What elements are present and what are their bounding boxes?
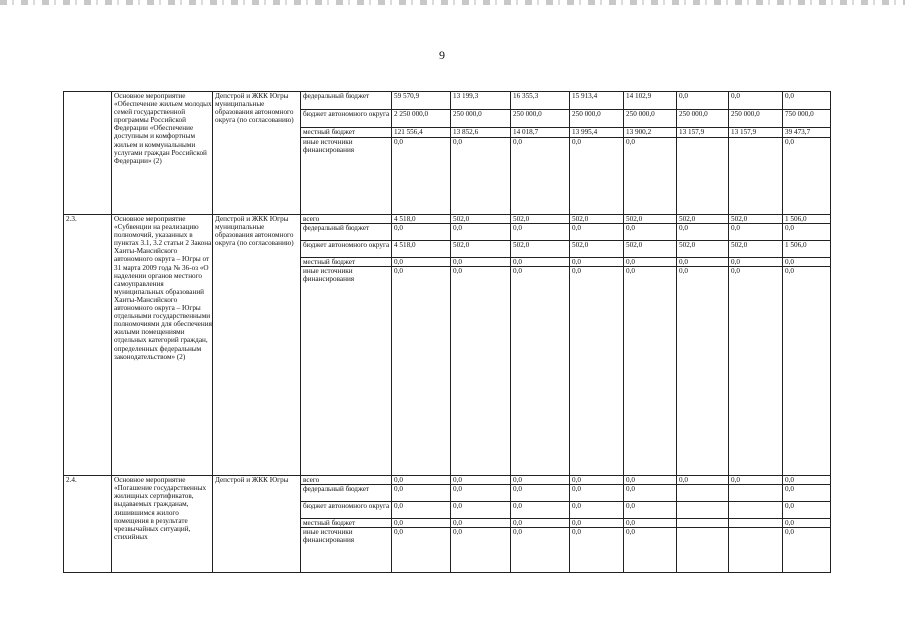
event-name: Основное мероприятие «Погашение государственных жилищных сертификатов, выдаваемых гражданам, лишившимся жилого помещения в результате чрезвычайных ситуаций, стихийных [112,476,213,573]
amount-cell: 1 506,0 [783,215,831,224]
table-row [64,476,831,485]
amount-cell: 0,0 [783,224,831,241]
event-name: Основное мероприятие «Субвенции на реализацию полномочий, указанных в пунктах 3.1, 3.2 статьи 2 Закона Ханты-Мансийского автономного округа – Югры от 31 марта 2009 года № 36-оз «О наделении органов местного самоуправления муниципальных образований Ханты-Мансийского автономного округа – Югры отдельными государственными полномочиями для обеспечения жилыми помещениями отдельных категорий граждан, определенных федеральным законодательством» (2) [112,215,213,476]
amount-cell: 0,0 [570,476,624,485]
amount-cell: 0,0 [570,258,624,267]
amount-cell: 0,0 [729,267,783,476]
amount-cell: 16 355,3 [511,92,570,110]
amount-cell [677,485,729,502]
table-body [64,92,831,573]
amount-cell: 0,0 [392,528,451,573]
amount-cell: 0,0 [511,258,570,267]
amount-cell: 4 518,0 [392,215,451,224]
amount-cell [677,138,729,215]
funding-source: федеральный бюджет [301,485,392,502]
amount-cell: 502,0 [677,215,729,224]
amount-cell: 0,0 [392,258,451,267]
amount-cell: 0,0 [570,502,624,519]
amount-cell: 0,0 [511,502,570,519]
amount-cell: 0,0 [624,528,677,573]
amount-cell: 0,0 [729,258,783,267]
event-name: Основное мероприятие «Обеспечение жильем молодых семей государственной программы Российской Федерации «Обеспечение доступным и комфортным жильем и коммунальными услугами граждан Российской Федерации» (2) [112,92,213,215]
amount-cell: 502,0 [624,241,677,258]
amount-cell: 0,0 [570,485,624,502]
amount-cell: 0,0 [451,485,511,502]
amount-cell: 0,0 [783,485,831,502]
amount-cell: 502,0 [677,241,729,258]
amount-cell: 0,0 [677,267,729,476]
amount-cell: 0,0 [511,528,570,573]
amount-cell: 502,0 [729,215,783,224]
amount-cell: 0,0 [677,92,729,110]
row-code [64,92,112,215]
amount-cell [729,502,783,519]
page-number: 9 [439,48,445,62]
amount-cell: 0,0 [729,224,783,241]
amount-cell: 0,0 [392,224,451,241]
funding-source: бюджет автономного округа [301,241,392,258]
amount-cell: 4 518,0 [392,241,451,258]
amount-cell: 0,0 [511,224,570,241]
amount-cell [677,502,729,519]
amount-cell: 121 556,4 [392,128,451,138]
amount-cell [729,528,783,573]
funding-source: всего [301,215,392,224]
amount-cell: 0,0 [677,224,729,241]
amount-cell: 0,0 [624,224,677,241]
amount-cell: 0,0 [783,92,831,110]
amount-cell [677,519,729,528]
amount-cell: 0,0 [392,519,451,528]
amount-cell: 2 250 000,0 [392,110,451,128]
amount-cell: 0,0 [511,267,570,476]
amount-cell: 0,0 [451,138,511,215]
amount-cell: 0,0 [729,476,783,485]
table-row [64,215,831,224]
amount-cell: 0,0 [677,476,729,485]
amount-cell: 14 018,7 [511,128,570,138]
amount-cell: 0,0 [570,138,624,215]
amount-cell: 0,0 [392,485,451,502]
funding-source: федеральный бюджет [301,92,392,110]
amount-cell: 502,0 [570,215,624,224]
amount-cell: 0,0 [392,502,451,519]
amount-cell: 14 102,9 [624,92,677,110]
funding-source: федеральный бюджет [301,224,392,241]
amount-cell: 13 995,4 [570,128,624,138]
amount-cell: 0,0 [624,502,677,519]
amount-cell: 0,0 [451,519,511,528]
amount-cell: 502,0 [511,241,570,258]
funding-source: бюджет автономного округа [301,502,392,519]
amount-cell: 13 199,3 [451,92,511,110]
amount-cell: 0,0 [783,267,831,476]
executor-name: Депстрой и ЖКК Югры муниципальные образования автономного округа (по согласованию) [213,215,301,476]
amount-cell: 0,0 [392,138,451,215]
amount-cell: 502,0 [624,215,677,224]
amount-cell: 15 913,4 [570,92,624,110]
amount-cell: 13 900,2 [624,128,677,138]
amount-cell: 250 000,0 [570,110,624,128]
amount-cell: 0,0 [451,267,511,476]
executor-name: Депстрой и ЖКК Югры [213,476,301,573]
amount-cell: 0,0 [451,528,511,573]
funding-source: местный бюджет [301,128,392,138]
scan-edge-artifact [0,0,905,5]
amount-cell: 0,0 [677,258,729,267]
amount-cell: 0,0 [783,258,831,267]
row-code: 2.4. [64,476,112,573]
amount-cell: 0,0 [570,267,624,476]
row-code: 2.3. [64,215,112,476]
amount-cell: 502,0 [451,241,511,258]
amount-cell: 0,0 [570,519,624,528]
amount-cell: 0,0 [624,267,677,476]
amount-cell: 502,0 [570,241,624,258]
amount-cell: 0,0 [729,92,783,110]
amount-cell: 250 000,0 [451,110,511,128]
amount-cell: 750 000,0 [783,110,831,128]
amount-cell: 502,0 [451,215,511,224]
amount-cell [729,519,783,528]
amount-cell: 13 157,9 [729,128,783,138]
amount-cell: 0,0 [451,224,511,241]
funding-source: местный бюджет [301,519,392,528]
amount-cell: 0,0 [511,485,570,502]
amount-cell: 0,0 [624,485,677,502]
amount-cell: 250 000,0 [511,110,570,128]
funding-source: всего [301,476,392,485]
amount-cell: 0,0 [570,528,624,573]
amount-cell: 1 506,0 [783,241,831,258]
amount-cell: 0,0 [783,528,831,573]
amount-cell [729,138,783,215]
amount-cell: 0,0 [511,519,570,528]
amount-cell: 0,0 [392,476,451,485]
amount-cell: 59 570,9 [392,92,451,110]
amount-cell: 0,0 [392,267,451,476]
amount-cell: 0,0 [624,519,677,528]
funding-source: местный бюджет [301,258,392,267]
amount-cell: 0,0 [783,138,831,215]
table-row [64,92,831,110]
amount-cell: 13 852,6 [451,128,511,138]
amount-cell: 0,0 [783,502,831,519]
funding-source: иные источники финансирования [301,138,392,215]
amount-cell: 0,0 [624,258,677,267]
amount-cell: 0,0 [511,138,570,215]
amount-cell: 0,0 [624,138,677,215]
amount-cell: 250 000,0 [624,110,677,128]
budget-table [63,91,831,573]
amount-cell: 13 157,9 [677,128,729,138]
amount-cell [677,528,729,573]
amount-cell: 0,0 [570,224,624,241]
amount-cell: 250 000,0 [677,110,729,128]
amount-cell: 502,0 [511,215,570,224]
amount-cell: 0,0 [451,502,511,519]
amount-cell: 0,0 [624,476,677,485]
funding-source: иные источники финансирования [301,267,392,476]
amount-cell: 250 000,0 [729,110,783,128]
executor-name: Депстрой и ЖКК Югры муниципальные образования автономного округа (по согласованию) [213,92,301,215]
funding-source: бюджет автономного округа [301,110,392,128]
amount-cell [729,485,783,502]
amount-cell: 0,0 [451,258,511,267]
funding-source: иные источники финансирования [301,528,392,573]
amount-cell: 0,0 [451,476,511,485]
amount-cell: 0,0 [511,476,570,485]
amount-cell: 502,0 [729,241,783,258]
amount-cell: 0,0 [783,519,831,528]
amount-cell: 0,0 [783,476,831,485]
amount-cell: 39 473,7 [783,128,831,138]
